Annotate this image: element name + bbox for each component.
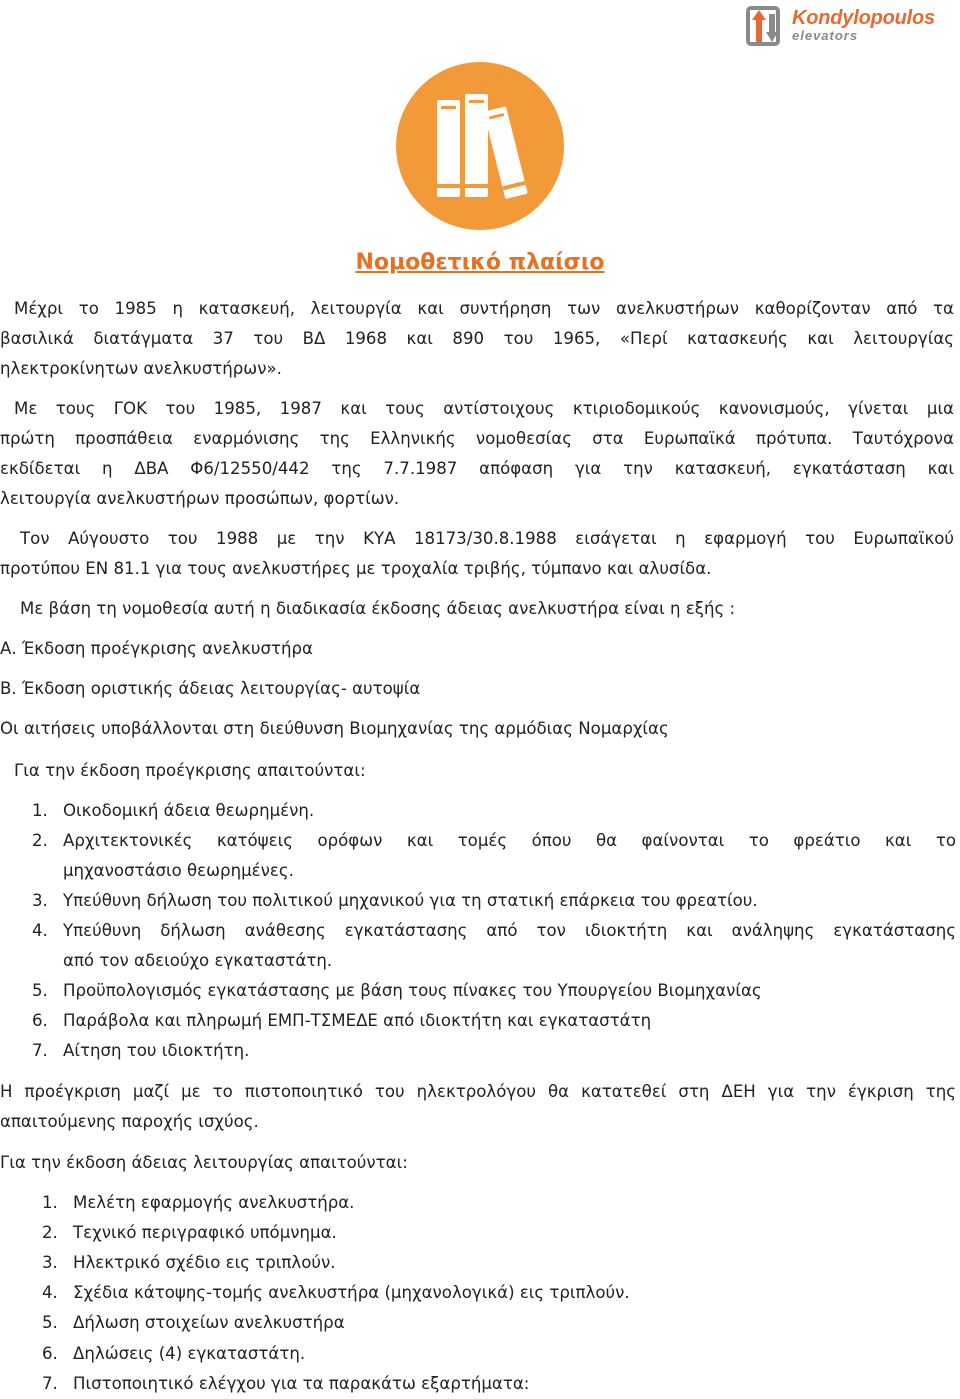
list1-number: 5. <box>32 981 48 1000</box>
list2-item: Τεχνικό περιγραφικό υπόμνημα. <box>73 1223 337 1242</box>
list2-number: 1. <box>42 1193 58 1212</box>
list1-number: 2. <box>32 831 48 850</box>
paragraph-line: λειτουργία ανελκυστήρων προσώπων, φορτίων. <box>0 489 400 508</box>
paragraph-line: εκδίδεται η ΔΒΑ Φ6/12550/442 της 7.7.1987 απόφαση για την κατασκευή, εγκατάσταση και <box>0 459 954 478</box>
list1-item: Αρχιτεκτονικές κατόψεις ορόφων και τομές όπου θα φαίνονται το φρεάτιο και το <box>63 831 956 850</box>
list1-number: 4. <box>32 921 48 940</box>
list2-number: 7. <box>42 1374 58 1393</box>
list1-item: Υπεύθυνη δήλωση ανάθεσης εγκατάστασης από τον ιδιοκτήτη και ανάληψης εγκατάστασης <box>63 921 956 940</box>
elevator-logo-icon <box>742 4 788 48</box>
brand-logo <box>742 4 956 48</box>
list2-number: 2. <box>42 1223 58 1242</box>
paragraph-line: πρώτη προσπάθεια εναρμόνισης της Ελληνικής νομοθεσίας στα Ευρωπαϊκά πρότυπα. Ταυτόχρονα <box>0 429 954 448</box>
brand-tagline: elevators <box>792 28 859 43</box>
list1-item-cont: μηχανοστάσιο θεωρημένες. <box>63 861 294 880</box>
paragraph-line: Τον Αύγουστο του 1988 με την ΚΥΑ 18173/30.8.1988 εισάγεται η εφαρμογή του Ευρωπαϊκού <box>20 529 954 548</box>
list1-item: Προϋπολογισμός εγκατάστασης με βάση τους πίνακες του Υπουργείου Βιομηχανίας <box>63 981 762 1000</box>
list2-number: 6. <box>42 1344 58 1363</box>
paragraph-line: Μέχρι το 1985 η κατασκευή, λειτουργία και συντήρηση των ανελκυστήρων καθορίζονταν από τα <box>14 299 954 318</box>
paragraph-line: βασιλικά διατάγματα 37 του ΒΔ 1968 και 890 του 1965, «Περί κατασκευής και λειτουργίας <box>0 329 954 348</box>
list1-number: 3. <box>32 891 48 910</box>
section-a-heading: Α. Έκδοση προέγκρισης ανελκυστήρα <box>0 639 313 658</box>
page-title: Νομοθετικό πλαίσιο <box>355 250 605 275</box>
list1-number: 6. <box>32 1011 48 1030</box>
list1-item: Οικοδομική άδεια θεωρημένη. <box>63 801 315 820</box>
paragraph-line: Οι αιτήσεις υποβάλλονται στη διεύθυνση Βιομηχανίας της αρμόδιας Νομαρχίας <box>0 719 669 738</box>
list2-item: Πιστοποιητικό ελέγχου για τα παρακάτω εξαρτήματα: <box>73 1374 530 1393</box>
list2-item: Μελέτη εφαρμογής ανελκυστήρα. <box>73 1193 355 1212</box>
list2-number: 5. <box>42 1313 58 1332</box>
paragraph-line: προτύπου ΕΝ 81.1 για τους ανελκυστήρες με τροχαλία τριβής, τύμπανο και αλυσίδα. <box>0 559 712 578</box>
list1-item: Παράβολα και πληρωμή ΕΜΠ-ΤΣΜΕΔΕ από ιδιοκτήτη και εγκαταστάτη <box>63 1011 652 1030</box>
list1-heading: Για την έκδοση προέγκρισης απαιτούνται: <box>14 761 366 780</box>
list2-item: Δηλώσεις (4) εγκαταστάτη. <box>73 1344 306 1363</box>
paragraph-line: απαιτούμενης παροχής ισχύος. <box>0 1112 259 1131</box>
paragraph-line: Με βάση τη νομοθεσία αυτή η διαδικασία έκδοσης άδειας ανελκυστήρα είναι η εξής : <box>20 599 736 618</box>
list1-number: 7. <box>32 1041 48 1060</box>
list1-item: Υπεύθυνη δήλωση του πολιτικού μηχανικού για τη στατική επάρκεια του φρεατίου. <box>63 891 758 910</box>
list1-item: Αίτηση του ιδιοκτήτη. <box>63 1041 250 1060</box>
paragraph-line: Με τους ΓΟΚ του 1985, 1987 και τους αντίστοιχους κτιριοδομικούς κανονισμούς, γίνεται μια <box>14 399 954 418</box>
paragraph-line: ηλεκτροκίνητων ανελκυστήρων». <box>0 359 282 378</box>
paragraph-line: Η προέγκριση μαζί με το πιστοποιητικό του ηλεκτρολόγου θα κατατεθεί στη ΔΕΗ για την έγκριση της <box>0 1082 956 1101</box>
list2-heading: Για την έκδοση άδειας λειτουργίας απαιτούνται: <box>0 1153 408 1172</box>
list2-item: Ηλεκτρικό σχέδιο εις τριπλούν. <box>73 1253 336 1272</box>
list2-number: 4. <box>42 1283 58 1302</box>
list1-number: 1. <box>32 801 48 820</box>
brand-name: Kondylopoulos <box>792 7 935 29</box>
list2-item: Σχέδια κάτοψης-τομής ανελκυστήρα (μηχανολογικά) εις τριπλούν. <box>73 1283 630 1302</box>
books-icon <box>396 62 564 230</box>
list2-number: 3. <box>42 1253 58 1272</box>
section-b-heading: Β. Έκδοση οριστικής άδειας λειτουργίας- αυτοψία <box>0 679 421 698</box>
list1-item-cont: από τον αδειούχο εγκαταστάτη. <box>63 951 333 970</box>
list2-item: Δήλωση στοιχείων ανελκυστήρα <box>73 1313 345 1332</box>
